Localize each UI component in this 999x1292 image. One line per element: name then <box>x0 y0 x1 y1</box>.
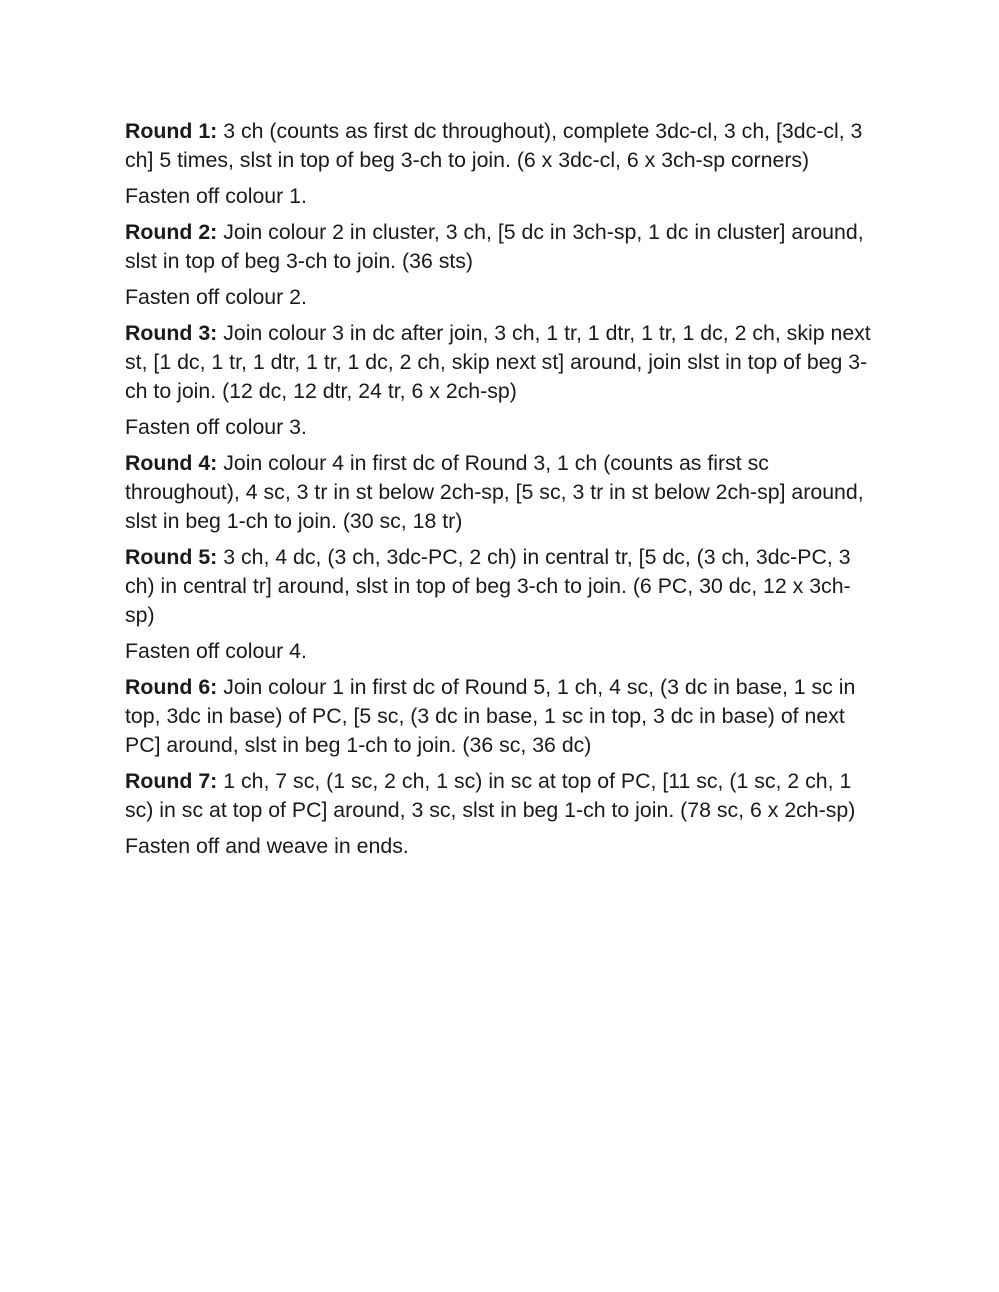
round-2-instruction <box>125 218 873 276</box>
fasten-off-colour-4: Fasten off colour 4. <box>125 639 307 663</box>
round-7-instruction <box>125 767 873 825</box>
round-4-text: Join colour 4 in first dc of Round 3, 1 ch (counts as first sc throughout), 4 sc, 3 tr in st below 2ch-sp, [5 sc, 3 tr in st below 2ch-sp] around, slst in beg 1-ch to join. (30 sc, 18 tr) <box>125 451 864 533</box>
round-6-label: Round 6: <box>125 675 218 699</box>
fasten-off-colour-2: Fasten off colour 2. <box>125 285 307 309</box>
round-2-text: Join colour 2 in cluster, 3 ch, [5 dc in 3ch-sp, 1 dc in cluster] around, slst in top of beg 3-ch to join. (36 sts) <box>125 220 864 273</box>
fasten-off-colour-3: Fasten off colour 3. <box>125 415 307 439</box>
fasten-off-final: Fasten off and weave in ends. <box>125 834 409 858</box>
round-6-text: Join colour 1 in first dc of Round 5, 1 ch, 4 sc, (3 dc in base, 1 sc in top, 3dc in base) of PC, [5 sc, (3 dc in base, 1 sc in top, 3 dc in base) of next PC] around, slst in beg 1-ch to join. (36 sc, 36 dc) <box>125 675 856 757</box>
round-5-instruction <box>125 543 873 630</box>
fasten-off-colour-1: Fasten off colour 1. <box>125 184 307 208</box>
round-4-instruction <box>125 449 873 536</box>
round-3-label: Round 3: <box>125 321 218 345</box>
round-5-label: Round 5: <box>125 545 218 569</box>
round-1-text: 3 ch (counts as first dc throughout), complete 3dc-cl, 3 ch, [3dc-cl, 3 ch] 5 times, slst in top of beg 3-ch to join. (6 x 3dc-cl, 6 x 3ch-sp corners) <box>125 119 863 172</box>
round-7-label: Round 7: <box>125 769 218 793</box>
round-7-text: 1 ch, 7 sc, (1 sc, 2 ch, 1 sc) in sc at top of PC, [11 sc, (1 sc, 2 ch, 1 sc) in sc at top of PC] around, 3 sc, slst in beg 1-ch to join. (78 sc, 6 x 2ch-sp) <box>125 769 856 822</box>
round-4-label: Round 4: <box>125 451 218 475</box>
round-6-instruction <box>125 673 873 760</box>
round-2-label: Round 2: <box>125 220 218 244</box>
round-3-instruction <box>125 319 873 406</box>
round-1-instruction <box>125 117 873 175</box>
round-1-label: Round 1: <box>125 119 218 143</box>
round-5-text: 3 ch, 4 dc, (3 ch, 3dc-PC, 2 ch) in central tr, [5 dc, (3 ch, 3dc-PC, 3 ch) in central tr] around, slst in top of beg 3-ch to join. (6 PC, 30 dc, 12 x 3ch-sp) <box>125 545 851 627</box>
pattern-instructions <box>125 117 873 868</box>
round-3-text: Join colour 3 in dc after join, 3 ch, 1 tr, 1 dtr, 1 tr, 1 dc, 2 ch, skip next st, [1 dc, 1 tr, 1 dtr, 1 tr, 1 dc, 2 ch, skip next st] around, join slst in top of beg 3-ch to join. (12 dc, 12 dtr, 24 tr, 6 x 2ch-sp) <box>125 321 871 403</box>
